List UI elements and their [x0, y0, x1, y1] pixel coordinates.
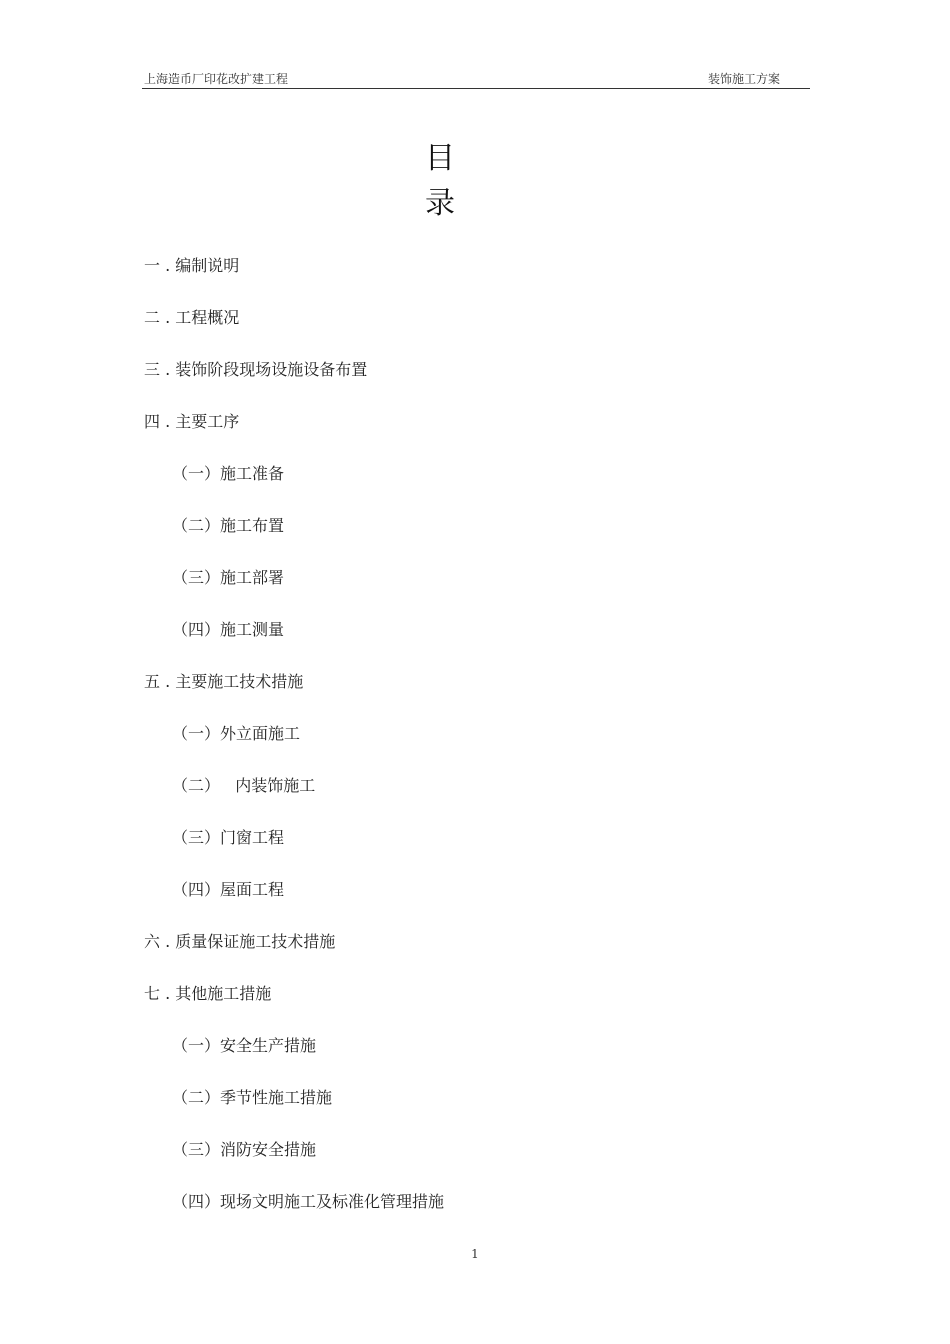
toc-item-section-4[interactable]: 四 . 主要工序 — [144, 412, 240, 431]
toc-item-section-3[interactable]: 三 . 装饰阶段现场设施设备布置 — [144, 360, 368, 379]
toc-item-4-2[interactable]: （二）施工布置 — [172, 516, 285, 535]
toc-item-5-4[interactable]: （四）屋面工程 — [172, 880, 285, 899]
toc-item-5-1[interactable]: （一）外立面施工 — [172, 724, 301, 743]
page-number: 1 — [471, 1247, 479, 1261]
header-document-name: 装饰施工方案 — [707, 72, 780, 86]
toc-item-4-4[interactable]: （四）施工测量 — [172, 620, 285, 639]
toc-item-5-2[interactable]: （二） 内装饰施工 — [172, 776, 316, 795]
toc-title-char-2: 录 — [425, 186, 455, 221]
page-header — [142, 72, 810, 89]
toc-item-7-2[interactable]: （二）季节性施工措施 — [172, 1088, 333, 1107]
toc-item-section-2[interactable]: 二 . 工程概况 — [144, 308, 240, 327]
toc-item-4-3[interactable]: （三）施工部署 — [172, 568, 285, 587]
toc-item-section-6[interactable]: 六 . 质量保证施工技术措施 — [144, 932, 336, 951]
toc-item-section-1[interactable]: 一 . 编制说明 — [144, 256, 240, 275]
table-of-contents — [144, 252, 784, 1240]
toc-item-7-3[interactable]: （三）消防安全措施 — [172, 1140, 317, 1159]
toc-item-7-1[interactable]: （一）安全生产措施 — [172, 1036, 317, 1055]
toc-item-section-5[interactable]: 五 . 主要施工技术措施 — [144, 672, 304, 691]
header-project-name: 上海造币厂印花改扩建工程 — [144, 72, 289, 86]
toc-item-section-7[interactable]: 七 . 其他施工措施 — [144, 984, 272, 1003]
toc-title — [410, 136, 470, 226]
toc-title-char-1: 目 — [425, 141, 455, 176]
toc-item-5-3[interactable]: （三）门窗工程 — [172, 828, 285, 847]
toc-item-7-4[interactable]: （四）现场文明施工及标准化管理措施 — [172, 1192, 445, 1211]
toc-item-4-1[interactable]: （一）施工准备 — [172, 464, 285, 483]
